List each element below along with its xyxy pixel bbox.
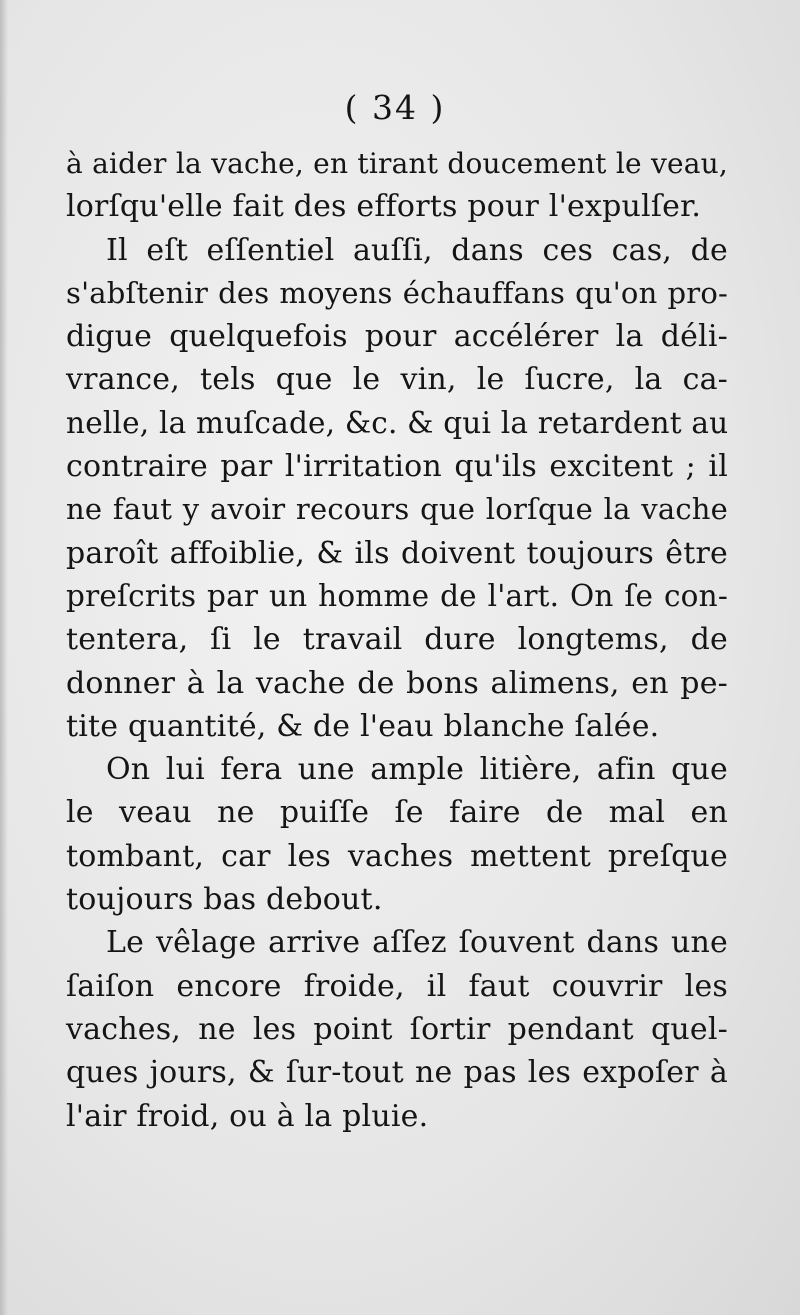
- text-line: Il eſt eſſentiel auſſi, dans ces cas, de: [106, 232, 728, 268]
- text-line: ne faut y avoir recours que lorſque la vache: [66, 492, 728, 527]
- text-line: toujours bas debout.: [66, 882, 383, 918]
- paragraph: [66, 748, 728, 921]
- text-line: à aider la vache, en tirant doucement le veau,: [66, 147, 728, 180]
- page-body-text: [66, 142, 728, 1138]
- text-line: le veau ne puiſſe ſe faire de mal en: [66, 795, 728, 831]
- text-line: donner à la vache de bons alimens, en pe-: [66, 665, 728, 701]
- page-number: ( 34 ): [344, 88, 446, 127]
- text-line: vrance, tels que le vin, le ſucre, la ca-: [66, 362, 728, 398]
- text-line: contraire par l'irritation qu'ils excitent ; il: [66, 449, 728, 485]
- text-line: s'abſtenir des moyens échauffans qu'on pro-: [66, 275, 728, 310]
- paragraph: [66, 921, 728, 1137]
- text-line: lorſqu'elle fait des efforts pour l'expulſer.: [66, 189, 702, 225]
- text-line: l'air froid, ou à la pluie.: [66, 1098, 429, 1134]
- page-edge-shadow: [0, 0, 8, 1315]
- text-line: nelle, la muſcade, &c. & qui la retardent au: [66, 405, 729, 440]
- text-line: ques jours, & ſur-tout ne pas les expoſer à: [66, 1055, 728, 1091]
- text-line: paroît affoiblie, & ils doivent toujours être: [66, 535, 728, 571]
- text-line: ſaiſon encore froide, il faut couvrir les: [66, 968, 728, 1004]
- text-line: On lui fera une ample litière, afin que: [106, 752, 728, 788]
- text-line: tombant, car les vaches mettent preſque: [66, 838, 728, 874]
- text-line: preſcrits par un homme de l'art. On ſe con-: [66, 578, 728, 613]
- text-line: tentera, ſi le travail dure longtems, de: [66, 622, 728, 658]
- text-line: vaches, ne les point ſortir pendant quel-: [66, 1011, 728, 1047]
- paragraph: [66, 229, 728, 749]
- text-line: Le vêlage arrive aſſez ſouvent dans une: [106, 925, 728, 961]
- paragraph: [66, 142, 728, 229]
- text-line: tite quantité, & de l'eau blanche ſalée.: [66, 708, 660, 744]
- text-line: digue quelquefois pour accélérer la déli-: [66, 319, 728, 355]
